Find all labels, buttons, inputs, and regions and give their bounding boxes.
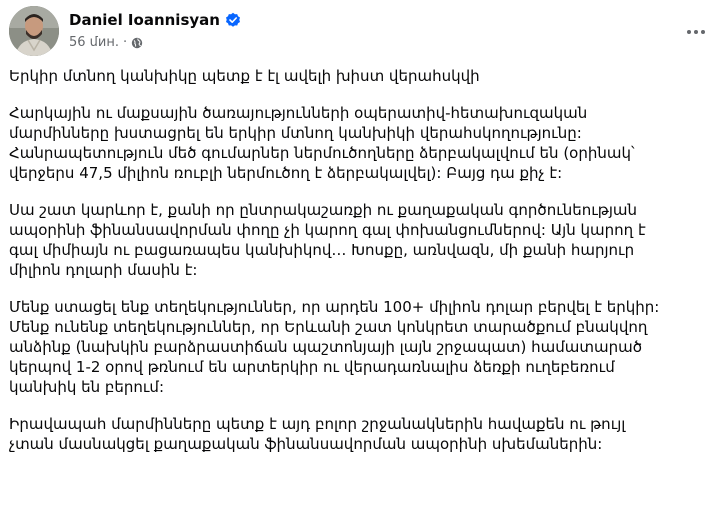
more-options-icon[interactable] xyxy=(686,22,706,42)
post-paragraph: Հարկային ու մաքսային ծառայությունների օպերատիվ-հետախուզական մարմինները խստացրել են երկիր մտնող կանխիկի վերահսկողությունը: Հանրապետություն մեծ գումարներ ներմուծողները ձերբակալվում են (օրինակ՝ վերջերս 47,5 միլիոն ռուբլի ներմուծող է ձերբակալվել): Բայց դա քիչ է: xyxy=(9,104,635,182)
post-paragraph: Իրավապահ մարմինները պետք է այդ բոլոր շրջանակներին հավաքեն ու թույլ չտան մասնակցել քաղաքական ֆինանսավորման ապօրինի սխեմաներին: xyxy=(9,415,626,453)
verified-badge-icon xyxy=(225,12,241,28)
post-meta xyxy=(69,35,143,50)
avatar-photo xyxy=(9,6,59,56)
post-author[interactable] xyxy=(69,11,241,29)
post-paragraph: Երկիր մտնող կանխիկը պետք է էլ ավելի խիստ վերահսկվի xyxy=(9,67,480,85)
meta-separator: · xyxy=(123,35,128,50)
author-name[interactable]: Daniel Ioannisyan xyxy=(69,11,220,29)
post-paragraph: Մենք ստացել ենք տեղեկություններ, որ արդեն 100+ միլիոն դոլար բերվել է երկիր: Մենք ունենք տեղեկություններ, որ Երևանի շատ կոնկրետ տարածքում բնակվող անձինք (նախկին բարձրաստիճան պաշտոնյայի լայն շրջապատ) համատարած կերպով 1-2 օրով թռնում են արտերկիր ու վերադառնալիս ձեռքի ուղեբեռում կանխիկ են բերում: xyxy=(9,298,660,396)
post-timestamp[interactable]: 56 մин. xyxy=(69,35,119,50)
post-body xyxy=(9,66,709,471)
post-header xyxy=(9,4,719,56)
avatar[interactable] xyxy=(9,6,59,56)
globe-icon[interactable] xyxy=(131,37,143,49)
post-paragraph: Սա շատ կարևոր է, քանի որ ընտրակաշառքի ու քաղաքական գործունեության ապօրինի ֆինանսավորման փողը չի կարող գալ փոխանցումներով: Այն կարող է գալ միմիայն ու բացառապես կանխիկով… Խոսքը, առնվազն, մի քանի հարյուր միլիոն դոլարի մասին է: xyxy=(9,201,646,279)
